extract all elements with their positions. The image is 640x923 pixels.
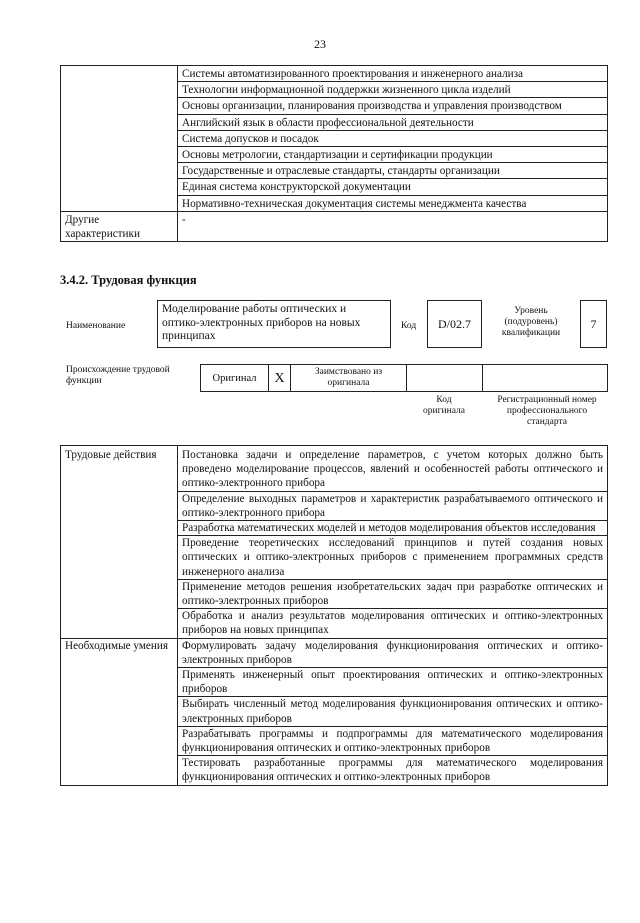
table-row: [61, 638, 608, 667]
labor-action: Разработка математических моделей и методов моделирования объектов исследования: [178, 521, 608, 536]
original-mark: X: [269, 365, 291, 392]
knowledge-item: Единая система конструкторской документации: [178, 179, 608, 195]
qualification-level-label: Уровень (подуровень) квалификации: [501, 306, 561, 338]
table-row: [61, 66, 608, 82]
borrowed-label: Заимствовано из оригинала: [291, 365, 407, 392]
table-row: [61, 446, 608, 492]
knowledge-table: [60, 65, 608, 242]
table-row: [61, 211, 608, 241]
labor-actions-label: Трудовые действия: [61, 446, 178, 639]
knowledge-item: Государственные и отраслевые стандарты, стандарты организации: [178, 163, 608, 179]
other-characteristics-label: Другие характеристики: [61, 211, 178, 241]
function-name-value: Моделирование работы оптических и оптико-электронных приборов на новых принципах: [157, 300, 391, 348]
other-characteristics-value: -: [178, 211, 608, 241]
knowledge-item: Нормативно-техническая документация системы менеджмента качества: [178, 195, 608, 211]
required-skill: Разрабатывать программы и подпрограммы для математического моделирования функционирования оптических и оптико-электронных приборов: [178, 726, 608, 755]
qualification-level-value: 7: [580, 300, 607, 348]
knowledge-item: Английский язык в области профессиональной деятельности: [178, 114, 608, 130]
original-code-cell: [407, 365, 483, 392]
knowledge-item: Основы метрологии, стандартизации и сертификации продукции: [178, 147, 608, 163]
required-skill: Выбирать численный метод моделирования функционирования оптических и оптико-электронных приборов: [178, 697, 608, 726]
required-skills-label: Необходимые умения: [61, 638, 178, 785]
origin-label: Происхождение трудовой функции: [66, 365, 170, 386]
page-number: 23: [314, 37, 326, 51]
knowledge-item: Системы автоматизированного проектирования и инженерного анализа: [178, 66, 608, 82]
name-label: Наименование: [66, 321, 126, 331]
origin-table: [200, 364, 608, 392]
knowledge-label-cell: [61, 66, 178, 212]
original-code-caption: Код оригинала: [423, 395, 465, 416]
labor-action: Определение выходных параметров и характеристик разрабатываемого оптического и оптико-электронного прибора: [178, 491, 608, 520]
code-label: Код: [401, 321, 417, 331]
labor-action: Постановка задачи и определение параметров, с учетом которых должно быть проведено моделирование процессов, явлений и особенностей работы оптического и оптико-электронного прибора: [178, 446, 608, 492]
registration-number-caption: Регистрационный номер профессионального стандарта: [497, 395, 597, 427]
labor-function-table: [60, 445, 608, 786]
labor-action: Применение методов решения изобретательских задач при разработке оптических и оптико-электронных приборов: [178, 579, 608, 608]
section-title: 3.4.2. Трудовая функция: [60, 273, 197, 287]
knowledge-item: Технологии информационной поддержки жизненного цикла изделий: [178, 82, 608, 98]
original-label: Оригинал: [201, 365, 269, 392]
required-skill: Тестировать разработанные программы для математического моделирования функционирования оптических и оптико-электронных приборов: [178, 756, 608, 785]
registration-number-cell: [483, 365, 608, 392]
labor-action: Обработка и анализ результатов моделирования оптических и оптико-электронных приборов на новых принципах: [178, 609, 608, 638]
required-skill: Применять инженерный опыт проектирования оптических и оптико-электронных приборов: [178, 668, 608, 697]
required-skill: Формулировать задачу моделирования функционирования оптических и оптико-электронных приборов: [178, 638, 608, 667]
knowledge-item: Система допусков и посадок: [178, 130, 608, 146]
labor-action: Проведение теоретических исследований принципов и путей создания новых оптических и оптико-электронных приборов с применением программных средств инженерного анализа: [178, 536, 608, 580]
knowledge-item: Основы организации, планирования производства и управления производством: [178, 98, 608, 114]
function-code-value: D/02.7: [427, 300, 482, 348]
